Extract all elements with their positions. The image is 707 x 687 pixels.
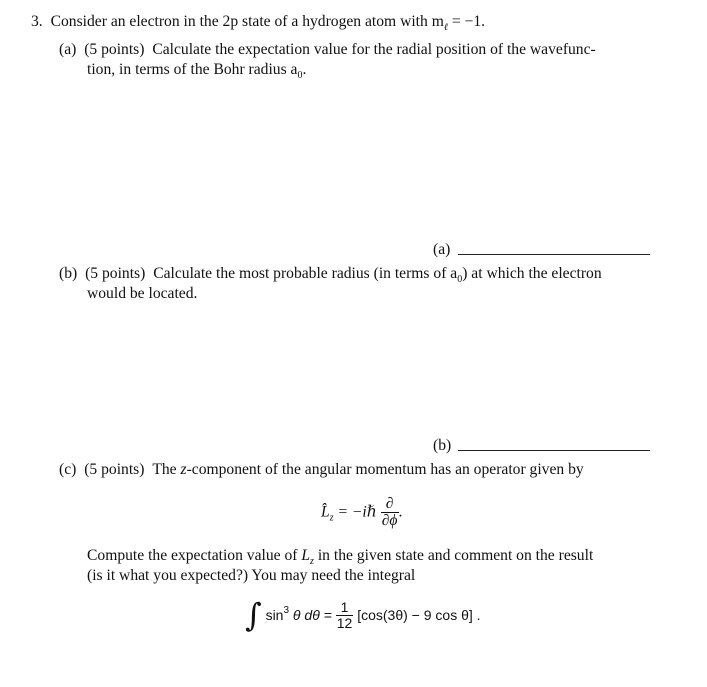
part-c-text-2-var-sub: z bbox=[310, 556, 314, 568]
part-a-text-1: Calculate the expectation value for the radial position of the wavefunc- bbox=[152, 41, 596, 58]
eq1-lhs: L̂ bbox=[321, 503, 330, 521]
equation-lz-operator bbox=[321, 496, 402, 530]
part-a-line-1 bbox=[59, 41, 596, 59]
eq1-numerator: ∂ bbox=[381, 496, 399, 513]
part-c-text-2-pre: Compute the expectation value of bbox=[87, 547, 302, 564]
part-c-text-1-pre: The bbox=[152, 461, 181, 478]
part-b-text-1-sub: 0 bbox=[457, 274, 463, 286]
part-b-answer-line[interactable] bbox=[458, 450, 650, 451]
eq1-denominator: ∂ϕ bbox=[381, 512, 398, 530]
question-intro: Consider an electron in the 2p state of a hydrogen atom with m bbox=[50, 13, 444, 30]
part-a-text-2-sub: 0 bbox=[297, 70, 303, 82]
part-a-text-2-tail: . bbox=[302, 61, 307, 78]
eq1-lhs-sub: z bbox=[329, 512, 334, 524]
part-c-line-2 bbox=[87, 547, 594, 568]
question-number: 3. bbox=[31, 13, 43, 30]
part-b-answer-label: (b) bbox=[433, 437, 452, 454]
part-c-points: (5 points) bbox=[84, 461, 145, 478]
eq2-lhs-tail: θ dθ = bbox=[289, 607, 336, 623]
part-c-text-1-post: -component of the angular momentum has an operator given by bbox=[186, 461, 584, 478]
part-a-line-2 bbox=[87, 61, 307, 82]
part-a-answer-label: (a) bbox=[433, 241, 451, 258]
eq1-end: . bbox=[398, 503, 403, 521]
part-b-points: (5 points) bbox=[85, 265, 146, 282]
equation-integral bbox=[245, 596, 481, 634]
part-a-label: (a) bbox=[59, 41, 77, 58]
eq2-rhs: [cos(3θ) − 9 cos θ] . bbox=[357, 607, 481, 623]
question-heading bbox=[31, 13, 486, 34]
part-c-text-2-var: L bbox=[301, 547, 311, 564]
part-b-line-2: would be located. bbox=[87, 285, 198, 302]
part-b-label: (b) bbox=[59, 265, 78, 282]
part-b-text-1-tail: ) at which the electron bbox=[462, 265, 602, 282]
eq2-numerator: 1 bbox=[336, 600, 354, 616]
question-intro-tail: = −1. bbox=[448, 13, 486, 30]
part-c-text-1-var: z bbox=[180, 461, 187, 478]
part-c-line-3: (is it what you expected?) You may need the integral bbox=[87, 567, 416, 584]
eq1-mid: = −iℏ bbox=[333, 503, 377, 521]
question-intro-sub: ℓ bbox=[443, 22, 448, 34]
eq2-fraction bbox=[336, 600, 354, 630]
part-c-text-2-post: in the given state and comment on the result bbox=[313, 547, 594, 564]
part-b-text-1: Calculate the most probable radius (in terms of a bbox=[153, 265, 458, 282]
eq2-lhs-sup: 3 bbox=[283, 605, 290, 617]
part-c-label: (c) bbox=[59, 461, 77, 478]
eq2-denominator: 12 bbox=[336, 614, 353, 631]
part-a-answer-line[interactable] bbox=[458, 254, 650, 255]
part-a-points: (5 points) bbox=[84, 41, 145, 58]
part-b-line-1 bbox=[59, 265, 602, 286]
part-c-line-1 bbox=[59, 461, 584, 479]
eq2-integral-sign: ∫ bbox=[245, 596, 262, 634]
part-a-text-2: tion, in terms of the Bohr radius a bbox=[87, 61, 298, 78]
eq2-lhs: sin bbox=[265, 607, 284, 623]
eq1-fraction bbox=[381, 496, 399, 530]
